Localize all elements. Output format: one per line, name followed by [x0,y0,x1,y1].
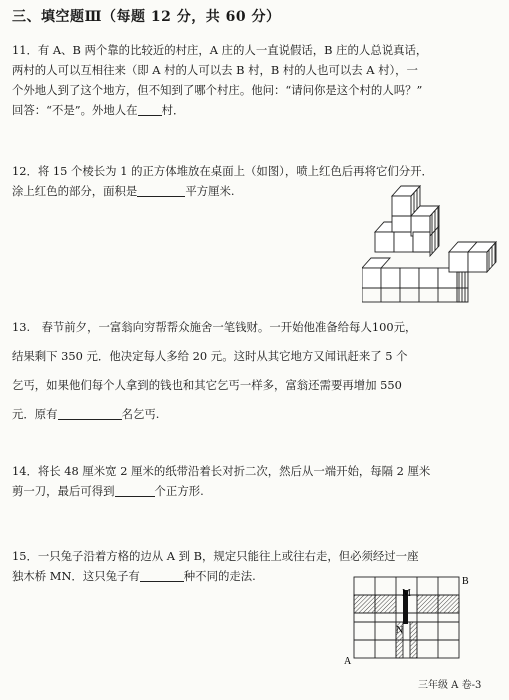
q15-line-2-before: 独木桥 MN．这只兔子有 [12,569,140,583]
q12-line-1: 12．将 15 个棱长为 1 的正方体堆放在桌面上（如图），喷上红色后再将它们分开． [12,164,433,178]
q13-line-4-after: 名乞丐. [121,407,160,421]
q11-answer-blank[interactable] [138,103,162,116]
label-a: A [344,656,352,664]
q13-line-1: 13. 春节前夕，一富翁向穷帮帮众施舍一笔钱财。一开始他准备给每人100元， [12,320,417,334]
q13-line-3: 乞丐，如果他们每个人拿到的钱也和其它乞丐一样多，富翁还需要再增加 550 [12,378,402,392]
q13-answer-blank[interactable] [58,407,122,420]
q13-line-4-before: 元．原有 [12,407,58,421]
q11-line-2: 两村的人可以互相往来（即 A 村的人可以去 B 村，B 村的人也可以去 A 村），一 [12,63,418,77]
question-13 [12,313,416,429]
q11-line-1: 11．有 A、B 两个靠的比较近的村庄，A 庄的人一直说假话，B 庄的人总说真话， [12,43,428,57]
grid-figure [340,572,470,664]
q11-last-before: 回答：“不是”。外地人在 [12,103,138,117]
question-14 [12,461,430,501]
q12-answer-blank[interactable] [137,184,185,197]
label-n: N [396,625,404,636]
label-b: B [462,576,469,587]
label-m: M [402,588,411,599]
q13-line-2: 结果剩下 350 元．他决定每人多给 20 元。这时从其它地方又闻讯赶来了 5 个 [12,349,408,363]
cube-stack-figure [362,180,502,308]
q13-line-4 [12,400,416,429]
question-11 [12,40,427,120]
q11-line-4 [12,100,427,120]
page-footer: 三年级 A 卷-3 [418,680,482,691]
q11-last-after: 村． [161,103,185,117]
section-title: 三、填空题Ⅲ（每题 12 分，共 60 分） [12,9,281,25]
q15-line-2-after: 种不同的走法. [183,569,256,583]
q15-answer-blank[interactable] [140,569,184,582]
q14-answer-blank[interactable] [115,484,155,497]
q14-line-1: 14．将长 48 厘米宽 2 厘米的纸带沿着长对折二次，然后从一端开始，每隔 2 厘米 [12,464,431,478]
q14-line-2-before: 剪一刀，最后可得到 [12,484,115,498]
q11-line-3: 个外地人到了这个地方，但不知到了哪个村庄。他问：“请问你是这个村的人吗？” [12,83,423,97]
q12-line-2-after: 平方厘米. [185,184,235,198]
q14-line-2 [12,481,430,501]
q15-line-1: 15．一只兔子沿着方格的边从 A 到 B，规定只能往上或往右走，但必须经过一座 [12,549,419,563]
q14-line-2-after: 个正方形. [154,484,204,498]
q12-line-2-before: 涂上红色的部分，面积是 [12,184,138,198]
